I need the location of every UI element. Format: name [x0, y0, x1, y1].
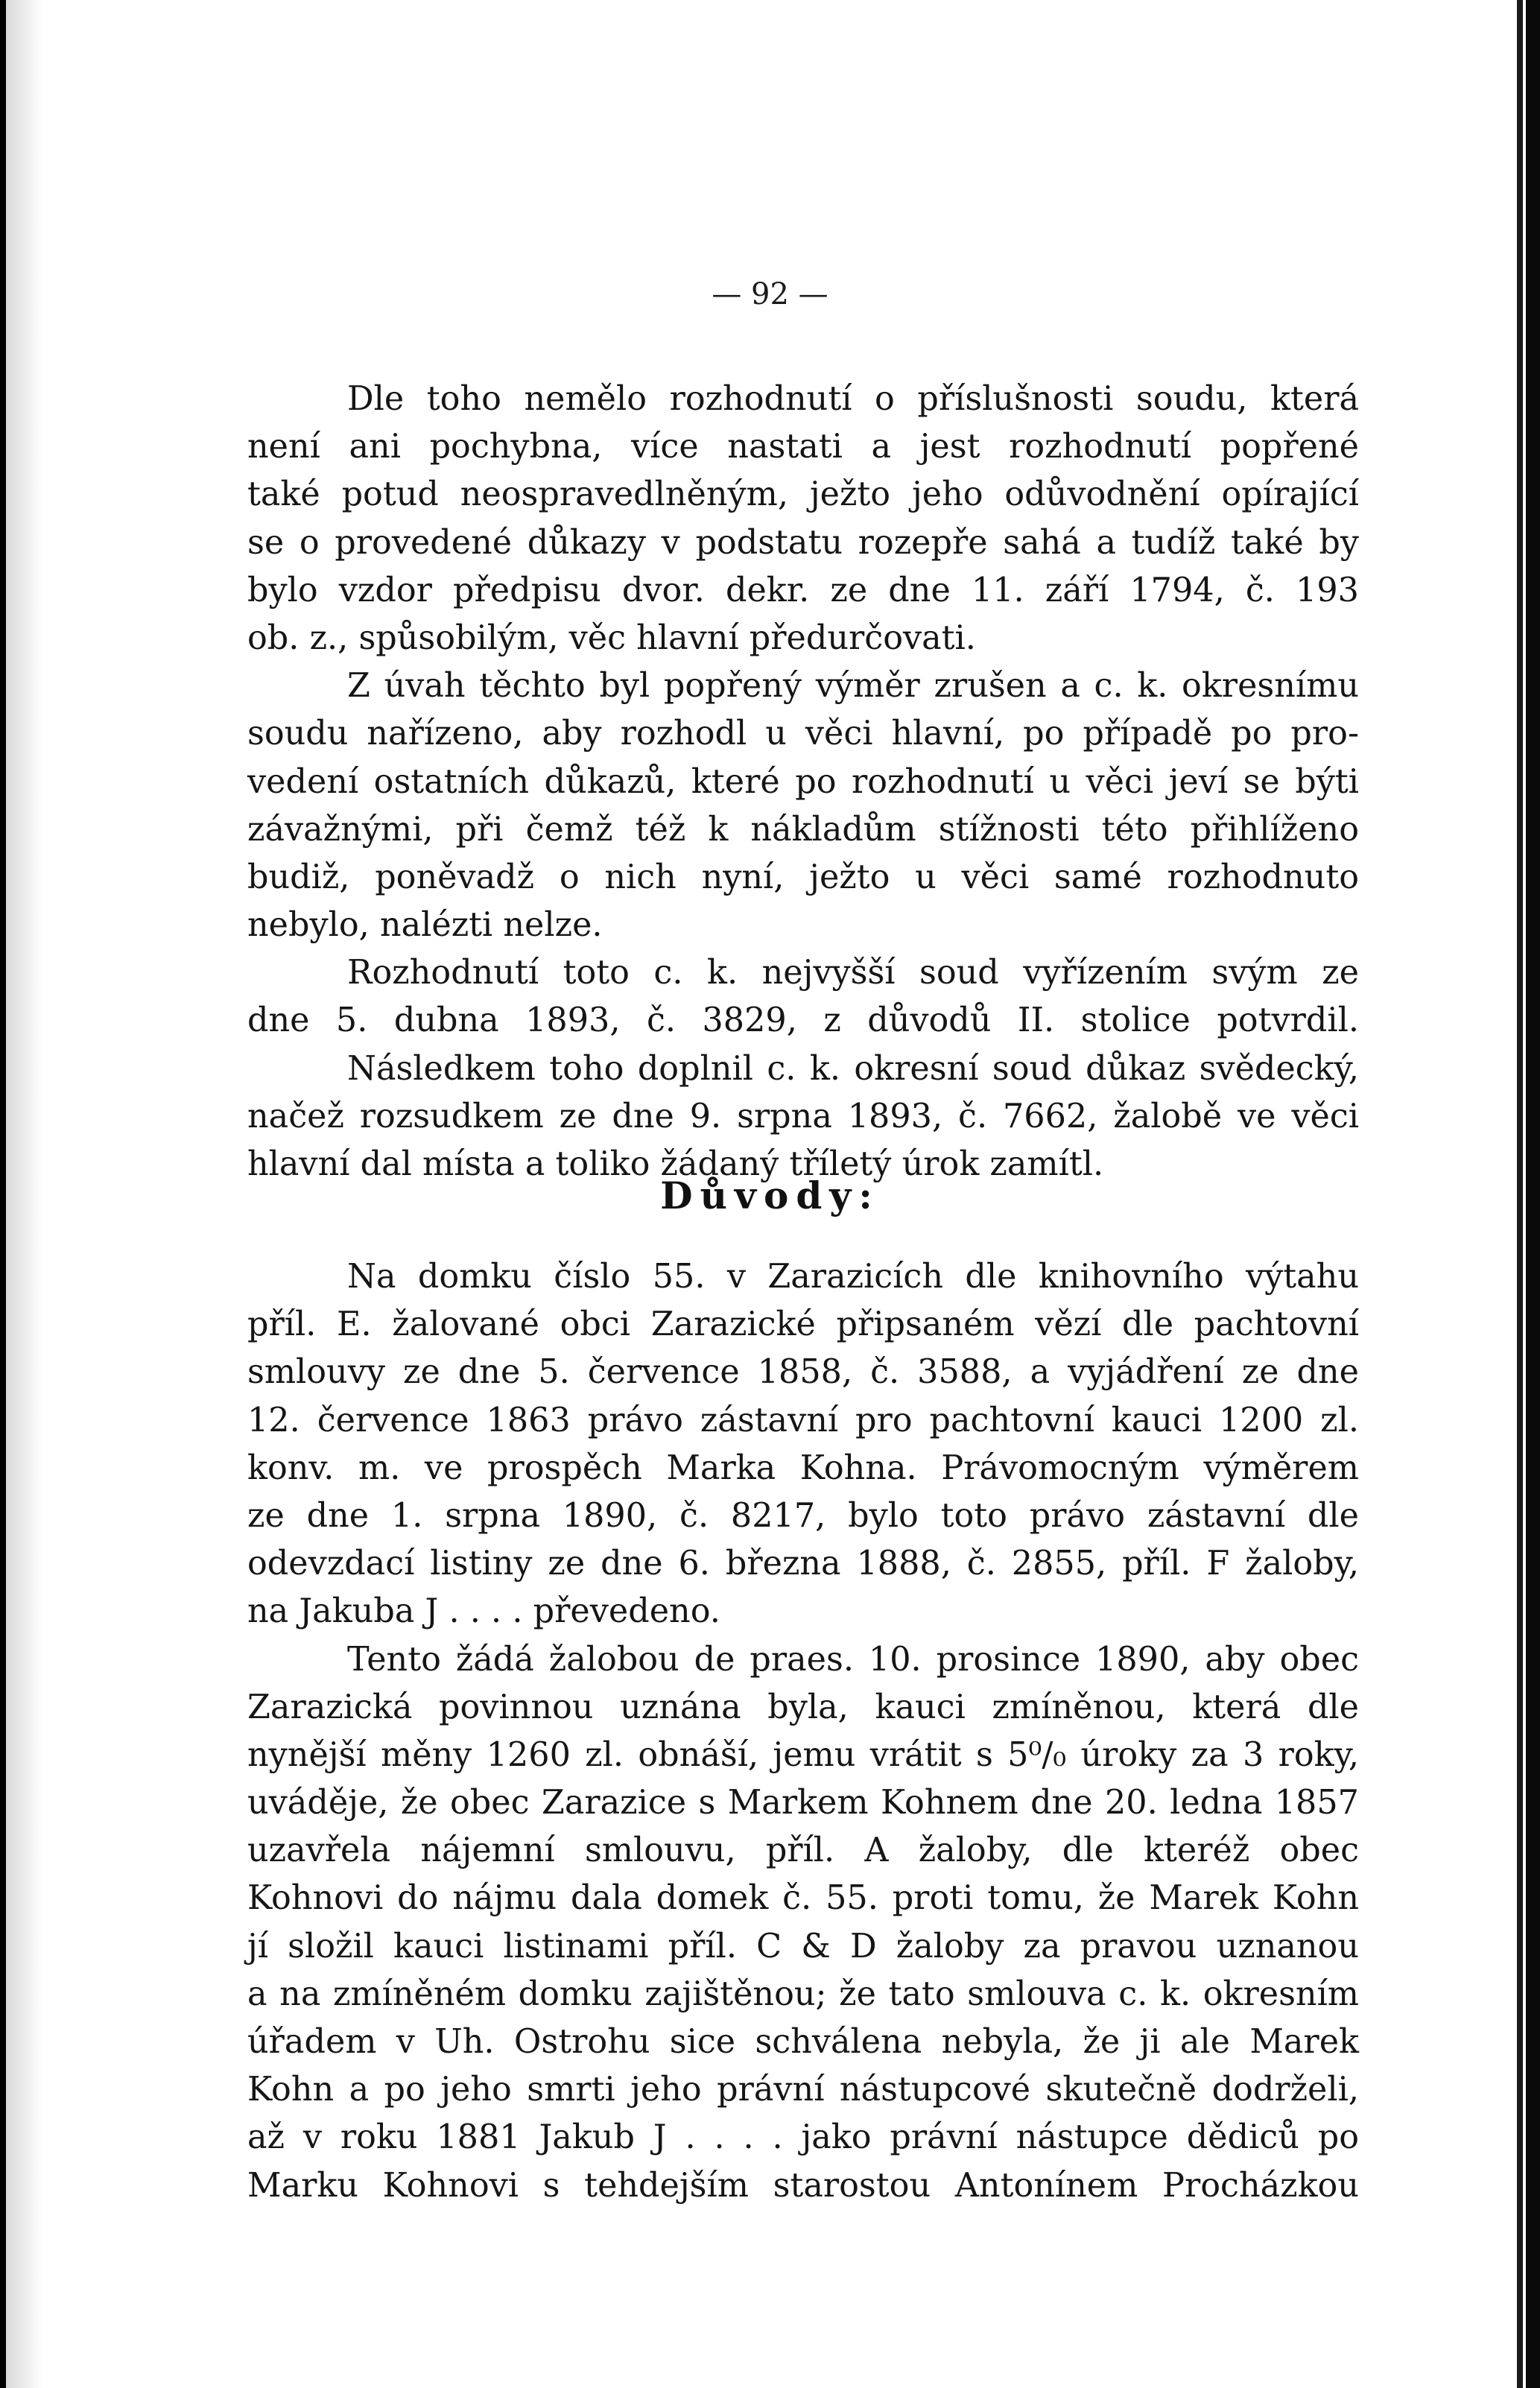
text-line: načež rozsudkem ze dne 9. srpna 1893, č. 7662, žalobě ve věci	[247, 1097, 1359, 1136]
text-line: Kohnovi do nájmu dala domek č. 55. proti tomu, že Marek Kohn	[247, 1879, 1359, 1918]
text-line: ob. z., spůsobilým, věc hlavní předurčovati.	[247, 618, 976, 657]
text-line: nebylo, nalézti nelze.	[247, 906, 603, 945]
section-heading: Důvody:	[660, 1174, 880, 1217]
page-number: — 92 —	[712, 277, 828, 311]
text-line: hlavní dal místa a toliko žádaný tříletý úrok zamítl.	[247, 1145, 1104, 1183]
text-line: ze dne 1. srpna 1890, č. 8217, bylo toto právo zástavní dle	[247, 1496, 1359, 1535]
text-line: Dle toho nemělo rozhodnutí o příslušnosti soudu, která	[347, 380, 1359, 418]
text-line: uzavřela nájemní smlouvu, příl. A žaloby, dle kteréž obec	[247, 1831, 1359, 1870]
text-line: a na zmíněném domku zajištěnou; že tato smlouva c. k. okresním	[247, 1974, 1359, 2013]
text-line: Marku Kohnovi s tehdejším starostou Antonínem Procházkou	[247, 2166, 1359, 2205]
text-line: Zarazická povinnou uznána byla, kauci zmíněnou, která dle	[247, 1688, 1359, 1726]
text-block-lower	[247, 1253, 1359, 2210]
text-line: úřadem v Uh. Ostrohu sice schválena nebyla, že ji ale Marek	[247, 2023, 1359, 2061]
text-line: nynější měny 1260 zl. obnáší, jemu vrátit s 5⁰/₀ úroky za 3 roky,	[247, 1735, 1359, 1774]
text-line: bylo vzdor předpisu dvor. dekr. ze dne 11. září 1794, č. 193	[247, 571, 1359, 609]
text-line: jí složil kauci listinami příl. C & D žaloby za pravou uznanou	[247, 1927, 1359, 1966]
text-line: soudu nařízeno, aby rozhodl u věci hlavní, po případě po pro-	[247, 715, 1359, 753]
text-line: závažnými, při čemž též k nákladům stížnosti této přihlíženo	[247, 810, 1359, 849]
text-line: 12. července 1863 právo zástavní pro pachtovní kauci 1200 zl.	[247, 1401, 1359, 1440]
text-line: budiž, poněvadž o nich nyní, ježto u věci samé rozhodnuto	[247, 858, 1359, 896]
text-line: odevzdací listiny ze dne 6. března 1888, č. 2855, příl. F žaloby,	[247, 1545, 1359, 1583]
text-line: Následkem toho doplnil c. k. okresní soud důkaz svědecký,	[347, 1049, 1359, 1088]
text-line: až v roku 1881 Jakub J . . . . jako právní nástupce dědiců po	[247, 2118, 1359, 2157]
text-line: není ani pochybna, více nastati a jest rozhodnutí popřené	[247, 428, 1359, 466]
text-line: Na domku číslo 55. v Zarazicích dle knihovního výtahu	[347, 1258, 1359, 1296]
text-line: na Jakuba J . . . . převedeno.	[247, 1592, 720, 1631]
text-line: Rozhodnutí toto c. k. nejvyšší soud vyřízením svým ze	[347, 954, 1359, 992]
text-line: uváděje, že obec Zarazice s Markem Kohnem dne 20. ledna 1857	[247, 1784, 1359, 1822]
text-line: Z úvah těchto byl popřený výměr zrušen a c. k. okresnímu	[347, 667, 1359, 706]
text-line: konv. m. ve prospěch Marka Kohna. Právomocným výměrem	[247, 1448, 1359, 1487]
text-line: vedení ostatních důkazů, které po rozhodnutí u věci jeví se býti	[247, 762, 1359, 801]
text-line: se o provedené důkazy v podstatu rozepře sahá a tudíž také by	[247, 523, 1359, 562]
text-line: smlouvy ze dne 5. července 1858, č. 3588, a vyjádření ze dne	[247, 1353, 1359, 1392]
text-block-upper	[247, 376, 1359, 1188]
text-line: Tento žádá žalobou de praes. 10. prosince 1890, aby obec	[347, 1640, 1359, 1679]
text-line: také potud neospravedlněným, ježto jeho odůvodnění opírající	[247, 475, 1359, 514]
text-line: příl. E. žalované obci Zarazické připsaném vězí dle pachtovní	[247, 1305, 1359, 1344]
text-line: dne 5. dubna 1893, č. 3829, z důvodů II. stolice potvrdil.	[247, 1001, 1359, 1040]
text-line: Kohn a po jeho smrti jeho právní nástupcové skutečně dodrželi,	[247, 2071, 1359, 2109]
